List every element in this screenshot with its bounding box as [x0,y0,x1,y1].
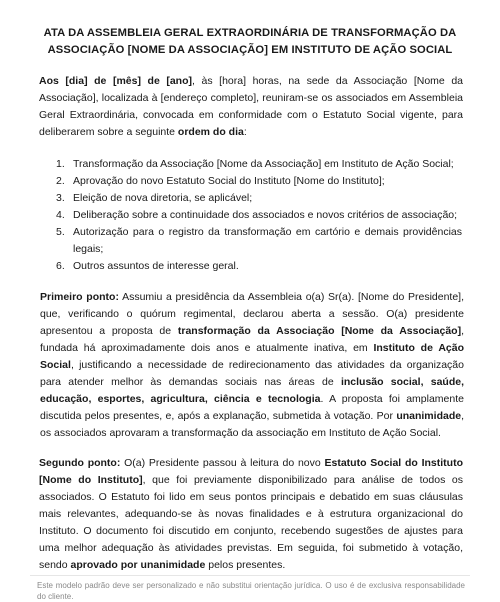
meeting-date: Aos [dia] de [mês] de [ano] [39,75,193,87]
intro-paragraph [39,73,463,141]
first-point-bold: transformação da Associação [Nome da Associação] [177,325,462,337]
second-point-paragraph [39,455,463,574]
agenda-label: ordem do dia [177,126,244,138]
agenda-item [56,173,462,190]
second-point-bold: aprovado por unanimidade [70,559,206,571]
agenda-number: 2. [56,175,65,187]
agenda-text: Autorização para o registro da transformação em cartório e demais providências legais; [73,226,462,255]
second-point-text: , que foi previamente disponibilizado para análise de todos os associados. O Estatuto foi lido em seus pontos principais e debatido em suas cláusulas mais relevantes, adequando-se às novas finalidades e à estrutura organizacional do Instituto. O documento foi discutido em conjunto, recebendo sugestões de ajustes para uma melhor adequação às atividades previstas. Em seguida, foi submetido à votação, sendo [39,474,464,571]
first-point-label: Primeiro ponto: [40,291,119,303]
document-title [30,25,470,59]
agenda-item [56,258,462,275]
first-point-text: , fundada há aproximadamente dois anos e atualmente inativa, em [40,325,465,354]
agenda-list [56,156,462,275]
agenda-number: 3. [56,192,65,204]
agenda-number: 5. [56,226,65,238]
second-point-bold: Estatuto Social do Instituto [Nome do Instituto] [39,457,463,486]
intro-text-1: , às [hora] horas, na sede da Associação [Nome da Associação], localizada à [endereço completo], reuniram-se os associados em Assembleia Geral Extraordinária, convocada em conformidade com o Estatuto Social vigente, para deliberarem sobre a seguinte [39,75,463,138]
agenda-item [56,207,462,224]
first-point-text: , os associados aprovaram a transformação da associação em Instituto de Ação Social. [40,410,464,439]
agenda-text: Eleição de nova diretoria, se aplicável; [73,192,253,204]
agenda-text: Outros assuntos de interesse geral. [73,260,239,272]
disclaimer-footnote: Este modelo padrão deve ser personalizado e não substitui orientação jurídica. O uso é de exclusiva responsabilidade do cliente. [37,581,465,601]
agenda-number: 4. [56,209,65,221]
second-point-label: Segundo ponto: [39,457,121,469]
agenda-item [56,156,462,173]
first-point-text: , justificando a necessidade de redirecionamento das atividades da organização para atender melhor às demandas sociais nas áreas de [40,359,464,388]
intro-text-2: : [243,126,247,138]
first-point-text: . A proposta foi amplamente discutida pelos presentes, e, após a explanação, submetida à votação. Por [40,393,464,422]
first-point-bold: Instituto de Ação Social [40,342,464,371]
first-point-bold: inclusão social, saúde, educação, esportes, agricultura, ciência e tecnologia [40,376,464,405]
agenda-text: Deliberação sobre a continuidade dos associados e novos critérios de associação; [73,209,458,221]
title-line-2: ASSOCIAÇÃO [NOME DA ASSOCIAÇÃO] EM INSTITUTO DE AÇÃO SOCIAL [47,44,453,56]
agenda-text: Transformação da Associação [Nome da Associação] em Instituto de Ação Social; [73,158,454,170]
second-point-text: pelos presentes. [205,559,286,571]
footnote-divider [30,575,470,576]
first-point-paragraph [40,289,464,442]
agenda-number: 6. [56,260,65,272]
first-point-bold: unanimidade [396,410,462,422]
agenda-item [56,190,462,207]
title-line-1: ATA DA ASSEMBLEIA GERAL EXTRAORDINÁRIA DE TRANSFORMAÇÃO DA [43,27,457,39]
second-point-text: O(a) Presidente passou à leitura do novo [120,457,325,469]
agenda-item [56,224,462,258]
agenda-text: Aprovação do novo Estatuto Social do Instituto [Nome do Instituto]; [73,175,385,187]
agenda-number: 1. [56,158,65,170]
first-point-text: Assumiu a presidência da Assembleia o(a) Sr(a). [Nome do Presidente], que, verificando o quórum regimental, declarou aberta a sessão. O(a) presidente apresentou a proposta de [40,291,465,337]
